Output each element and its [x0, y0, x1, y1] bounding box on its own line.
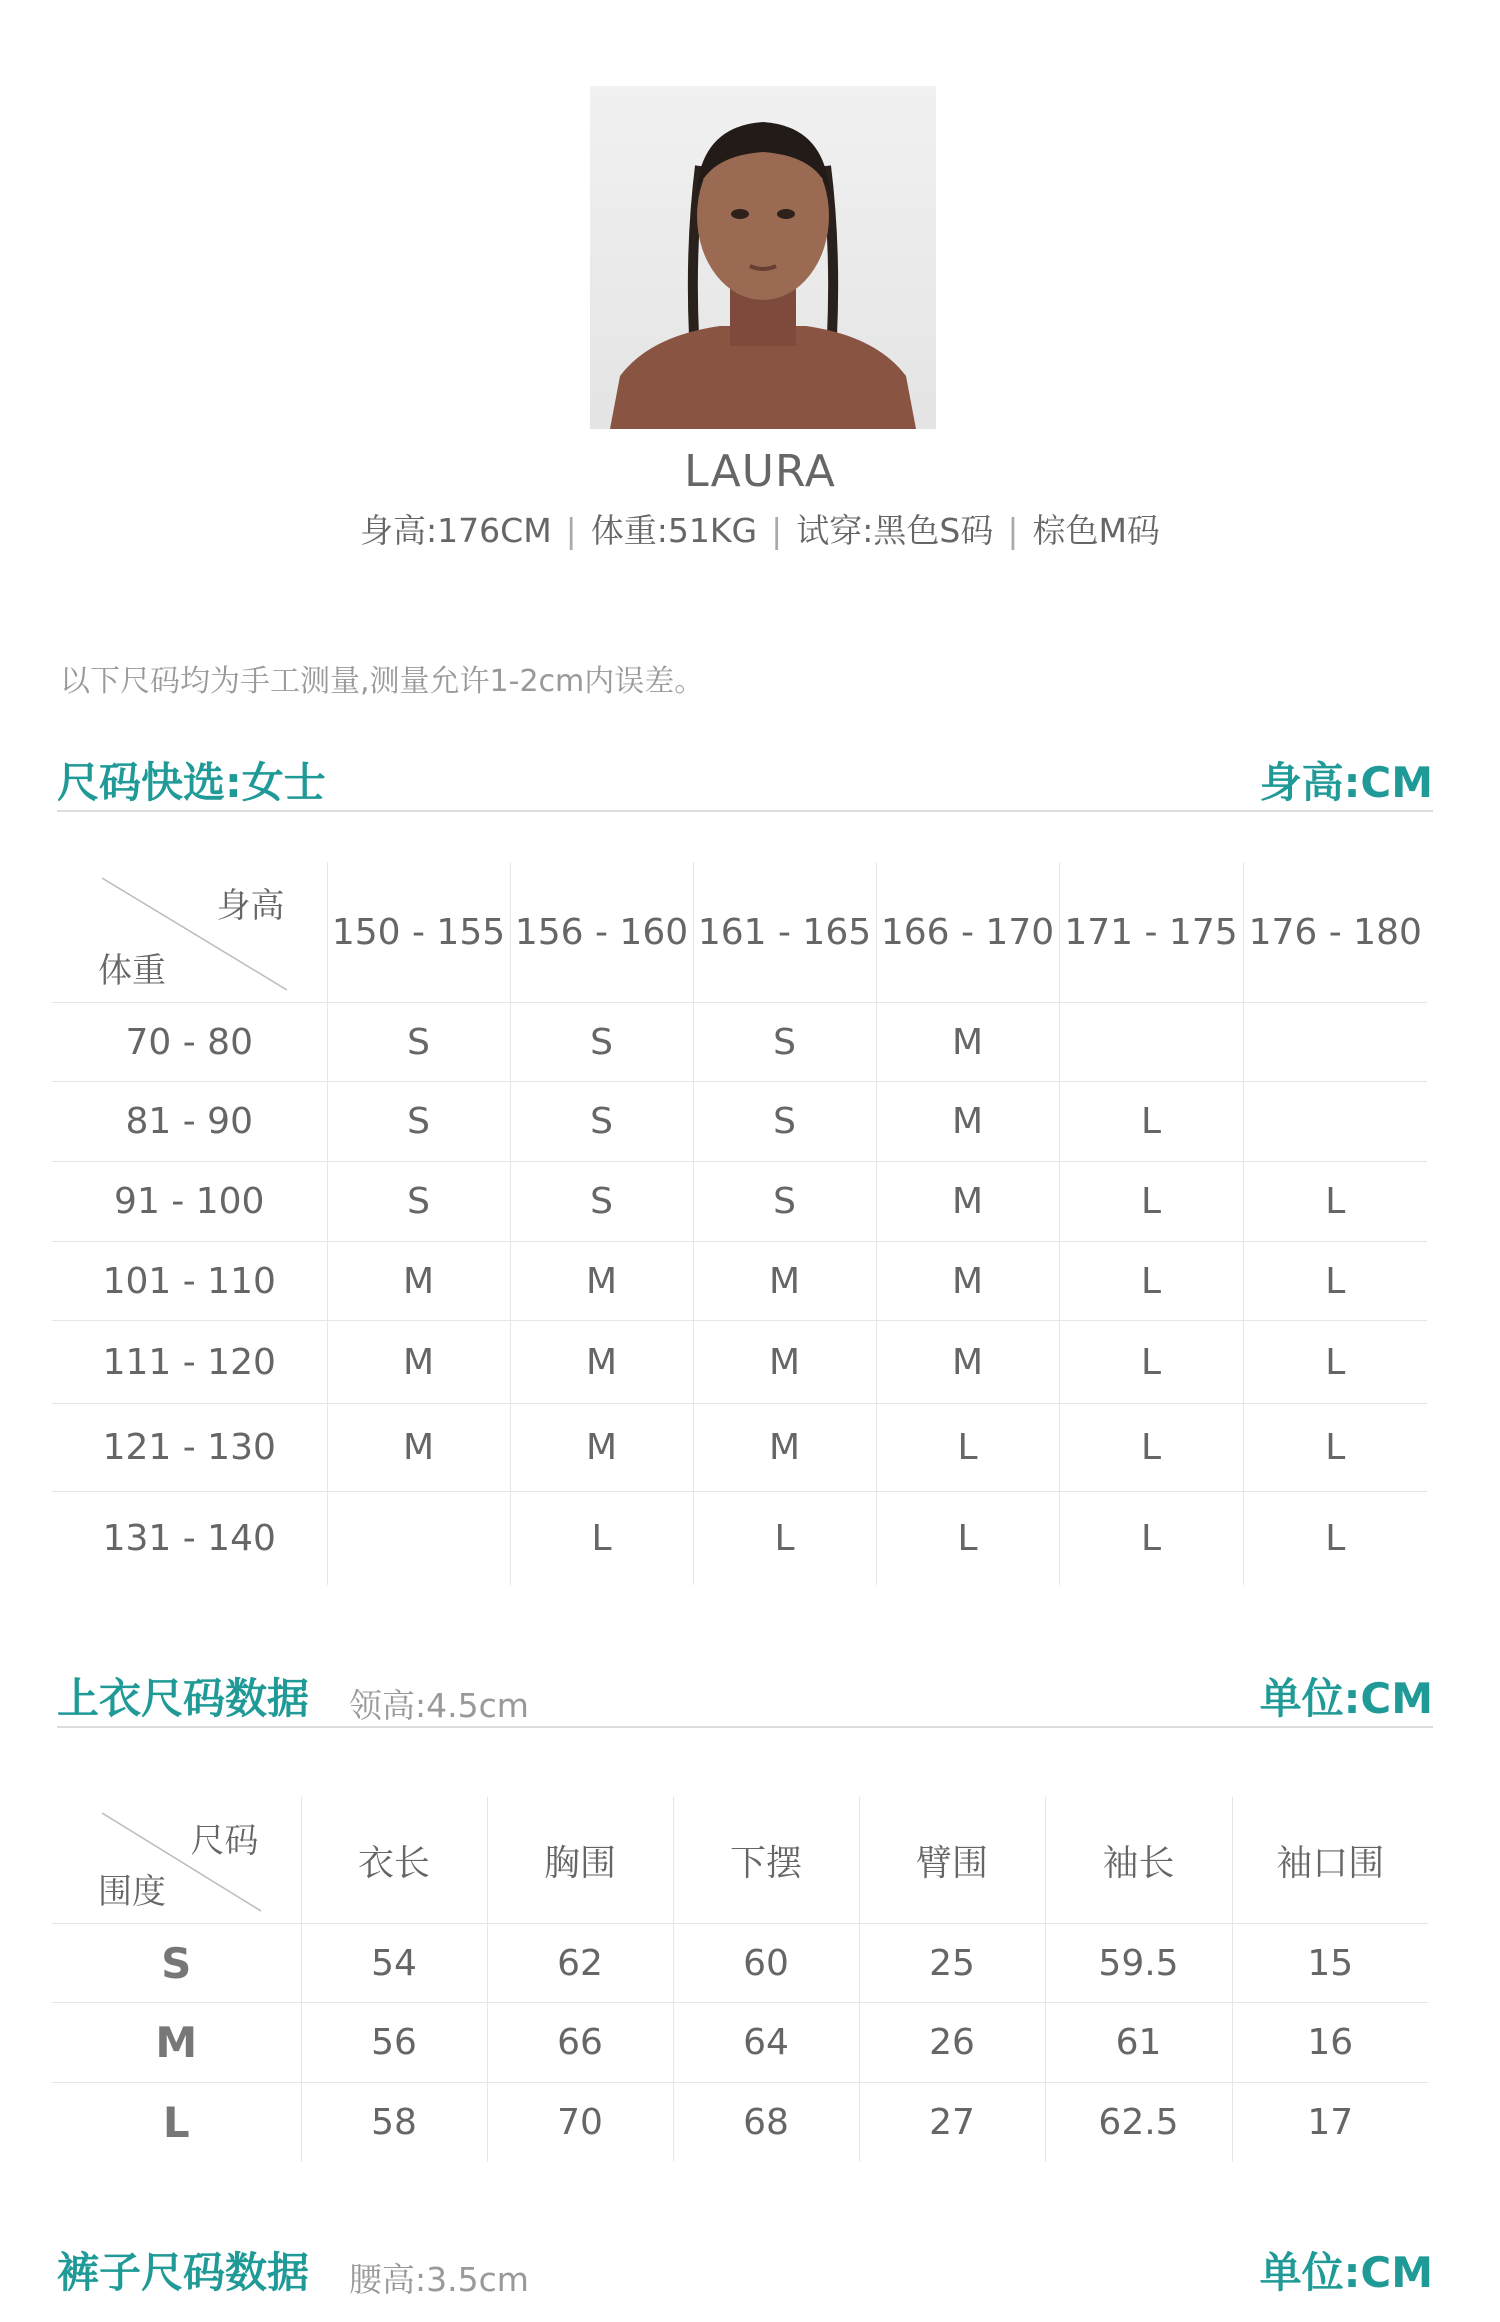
table-cell: M — [876, 1003, 1059, 1082]
table-cell: M — [693, 1321, 876, 1404]
table-cell: M — [327, 1242, 510, 1321]
pants-size-header — [57, 2240, 1433, 2300]
table-row — [52, 1404, 1427, 1492]
row-label: 101 - 110 — [52, 1242, 327, 1321]
column-header: 176 - 180 — [1243, 862, 1427, 1003]
separator: | — [771, 511, 783, 550]
row-label: 121 - 130 — [52, 1404, 327, 1492]
table-cell: S — [327, 1162, 510, 1242]
table-row — [52, 1321, 1427, 1404]
table-cell: 58 — [301, 2083, 487, 2163]
table-cell: M — [510, 1242, 693, 1321]
table-header-row — [52, 862, 1427, 1003]
table-cell: 16 — [1232, 2003, 1428, 2083]
pants-size-waist: 腰高:3.5cm — [349, 2260, 529, 2299]
separator: | — [565, 511, 577, 550]
table-cell: L — [1243, 1321, 1427, 1404]
quick-size-header — [57, 750, 1433, 812]
top-size-collar: 领高:4.5cm — [349, 1686, 529, 1725]
measurement-note: 以下尺码均为手工测量,测量允许1-2cm内误差。 — [60, 664, 705, 699]
corner-diagonal — [52, 1797, 301, 1923]
table-cell — [1243, 1082, 1427, 1162]
table-cell: L — [1243, 1242, 1427, 1321]
table-row — [52, 1924, 1428, 2003]
table-cell: 70 — [487, 2083, 673, 2163]
table-cell: 26 — [859, 2003, 1045, 2083]
model-tried-size-2: 棕色M码 — [1032, 511, 1160, 550]
table-cell: L — [510, 1492, 693, 1586]
table-cell: S — [510, 1162, 693, 1242]
table-cell: M — [327, 1404, 510, 1492]
pants-size-title: 裤子尺码数据 — [57, 2248, 310, 2297]
model-photo — [590, 86, 936, 429]
table-cell: L — [876, 1404, 1059, 1492]
top-size-header — [57, 1666, 1433, 1728]
table-cell: 59.5 — [1045, 1924, 1232, 2003]
row-label: L — [162, 2098, 190, 2147]
table-cell: L — [1059, 1242, 1243, 1321]
corner-top-label: 身高 — [216, 886, 285, 926]
table-cell: 64 — [673, 2003, 859, 2083]
column-header: 衣长 — [301, 1797, 487, 1924]
table-row — [52, 2003, 1428, 2083]
corner-bottom-label: 围度 — [98, 1872, 166, 1912]
table-cell: 27 — [859, 2083, 1045, 2163]
model-stats — [0, 505, 1500, 552]
table-cell: 17 — [1232, 2083, 1428, 2163]
row-label: 111 - 120 — [52, 1321, 327, 1404]
row-label: 70 - 80 — [52, 1003, 327, 1082]
table-cell: S — [693, 1162, 876, 1242]
table-corner-cell — [52, 1797, 301, 1924]
column-header: 臂围 — [859, 1797, 1045, 1924]
column-header: 下摆 — [673, 1797, 859, 1924]
corner-top-label: 尺码 — [190, 1821, 259, 1861]
table-cell: S — [327, 1003, 510, 1082]
table-row — [52, 2083, 1428, 2163]
table-cell: 62 — [487, 1924, 673, 2003]
table-cell: L — [1059, 1492, 1243, 1586]
column-header: 胸围 — [487, 1797, 673, 1924]
model-illustration — [590, 86, 936, 429]
table-row — [52, 1242, 1427, 1321]
table-cell: 62.5 — [1045, 2083, 1232, 2163]
table-cell: S — [693, 1003, 876, 1082]
column-header: 袖口围 — [1232, 1797, 1428, 1924]
table-cell: 66 — [487, 2003, 673, 2083]
table-cell: L — [1243, 1492, 1427, 1586]
row-label: S — [52, 1924, 301, 2003]
table-row — [52, 1492, 1427, 1586]
pants-size-unit: 单位:CM — [1259, 2248, 1433, 2297]
table-cell: M — [693, 1242, 876, 1321]
table-cell: M — [510, 1404, 693, 1492]
table-cell: S — [327, 1082, 510, 1162]
table-cell: 61 — [1045, 2003, 1232, 2083]
column-header: 150 - 155 — [327, 862, 510, 1003]
table-row — [52, 1162, 1427, 1242]
table-cell: L — [1243, 1404, 1427, 1492]
table-cell: M — [876, 1082, 1059, 1162]
table-cell: 25 — [859, 1924, 1045, 2003]
quick-size-unit: 身高:CM — [1259, 758, 1433, 807]
top-size-unit: 单位:CM — [1259, 1674, 1433, 1723]
table-cell: 56 — [301, 2003, 487, 2083]
quick-size-table — [52, 862, 1427, 1585]
table-cell: S — [510, 1082, 693, 1162]
table-row — [52, 1003, 1427, 1082]
table-cell: S — [510, 1003, 693, 1082]
separator: | — [1007, 511, 1019, 550]
column-header: 171 - 175 — [1059, 862, 1243, 1003]
top-size-table — [52, 1797, 1428, 2162]
table-cell: M — [327, 1321, 510, 1404]
table-cell: 68 — [673, 2083, 859, 2163]
corner-diagonal — [52, 862, 327, 1002]
table-cell: M — [693, 1404, 876, 1492]
table-cell: M — [876, 1162, 1059, 1242]
model-height: 身高:176CM — [360, 511, 552, 550]
table-row — [52, 1082, 1427, 1162]
quick-size-title: 尺码快选:女士 — [57, 758, 326, 807]
table-cell: L — [1059, 1321, 1243, 1404]
table-cell: M — [510, 1321, 693, 1404]
table-cell — [327, 1492, 510, 1586]
table-cell: M — [876, 1242, 1059, 1321]
table-cell: 54 — [301, 1924, 487, 2003]
table-cell — [1243, 1003, 1427, 1082]
table-cell — [1059, 1003, 1243, 1082]
table-cell: 15 — [1232, 1924, 1428, 2003]
table-cell: M — [876, 1321, 1059, 1404]
model-weight: 体重:51KG — [590, 511, 758, 550]
model-name: LAURA — [684, 446, 836, 497]
row-label: 91 - 100 — [52, 1162, 327, 1242]
table-cell: L — [693, 1492, 876, 1586]
table-cell: L — [1059, 1404, 1243, 1492]
row-label: M — [52, 2003, 301, 2083]
table-cell: S — [693, 1082, 876, 1162]
table-cell: 60 — [673, 1924, 859, 2003]
column-header: 156 - 160 — [510, 862, 693, 1003]
top-size-title: 上衣尺码数据 — [57, 1674, 310, 1723]
column-header: 166 - 170 — [876, 862, 1059, 1003]
corner-bottom-label: 体重 — [98, 951, 166, 991]
table-cell: L — [876, 1492, 1059, 1586]
row-label: 131 - 140 — [102, 1518, 276, 1559]
model-tried-size: 试穿:黑色S码 — [796, 511, 994, 550]
table-cell: L — [1059, 1162, 1243, 1242]
table-cell: L — [1059, 1082, 1243, 1162]
column-header: 袖长 — [1045, 1797, 1232, 1924]
table-header-row — [52, 1797, 1428, 1924]
row-label: 81 - 90 — [52, 1082, 327, 1162]
table-cell: L — [1243, 1162, 1427, 1242]
column-header: 161 - 165 — [693, 862, 876, 1003]
table-corner-cell — [52, 862, 327, 1003]
